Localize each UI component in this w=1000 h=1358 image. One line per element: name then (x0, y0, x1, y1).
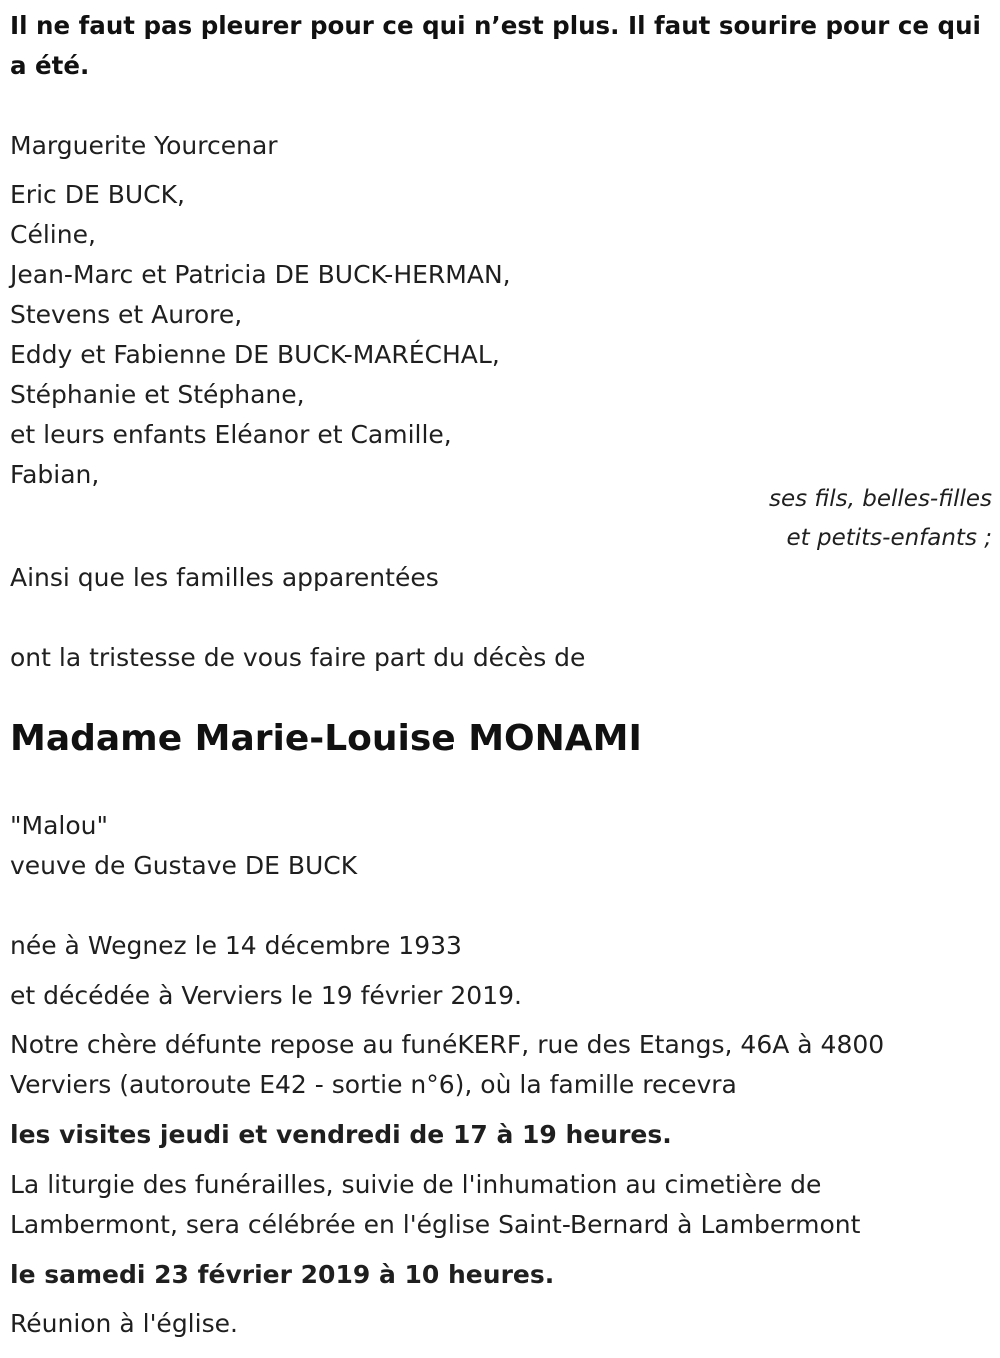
widow-of: veuve de Gustave DE BUCK (10, 851, 358, 880)
family-member: et leurs enfants Eléanor et Camille, (10, 420, 452, 449)
epigraph-quote: Il ne faut pas pleurer pour ce qui n’est plus. Il faut sourire pour ce qui a été. (10, 11, 981, 80)
family-member: Jean-Marc et Patricia DE BUCK-HERMAN, (10, 260, 511, 289)
death-info: et décédée à Verviers le 19 février 2019. (10, 981, 522, 1010)
family-member: Eric DE BUCK, (10, 180, 185, 209)
funeral-info: Lambermont, sera célébrée en l'église Saint-Bernard à Lambermont (10, 1210, 861, 1239)
quote-author: Marguerite Yourcenar (10, 131, 278, 160)
meeting-info: Réunion à l'église. (10, 1309, 238, 1338)
family-member: Stéphanie et Stéphane, (10, 380, 305, 409)
rest-info: Notre chère défunte repose au funéKERF, rue des Etangs, 46A à 4800 (10, 1030, 885, 1059)
announcement: ont la tristesse de vous faire part du décès de (10, 643, 586, 672)
relation-line: ses fils, belles-filles (768, 486, 992, 512)
rest-info: Verviers (autoroute E42 - sortie n°6), où la famille recevra (10, 1070, 737, 1099)
funeral-date: le samedi 23 février 2019 à 10 heures. (10, 1260, 555, 1289)
obituary-notice (10, 0, 992, 1358)
visits-info: les visites jeudi et vendredi de 17 à 19 heures. (10, 1120, 672, 1149)
funeral-info: La liturgie des funérailles, suivie de l'inhumation au cimetière de (10, 1170, 822, 1199)
family-member: Fabian, (10, 460, 100, 489)
family-member: Eddy et Fabienne DE BUCK-MARÉCHAL, (10, 340, 500, 369)
family-member: Stevens et Aurore, (10, 300, 243, 329)
family-member: Céline, (10, 220, 96, 249)
birth-info: née à Wegnez le 14 décembre 1933 (10, 931, 462, 960)
other-families: Ainsi que les familles apparentées (10, 563, 439, 592)
deceased-nickname: "Malou" (10, 811, 108, 840)
deceased-name: Madame Marie-Louise MONAMI (10, 718, 642, 759)
relation-line: et petits-enfants ; (786, 525, 992, 551)
